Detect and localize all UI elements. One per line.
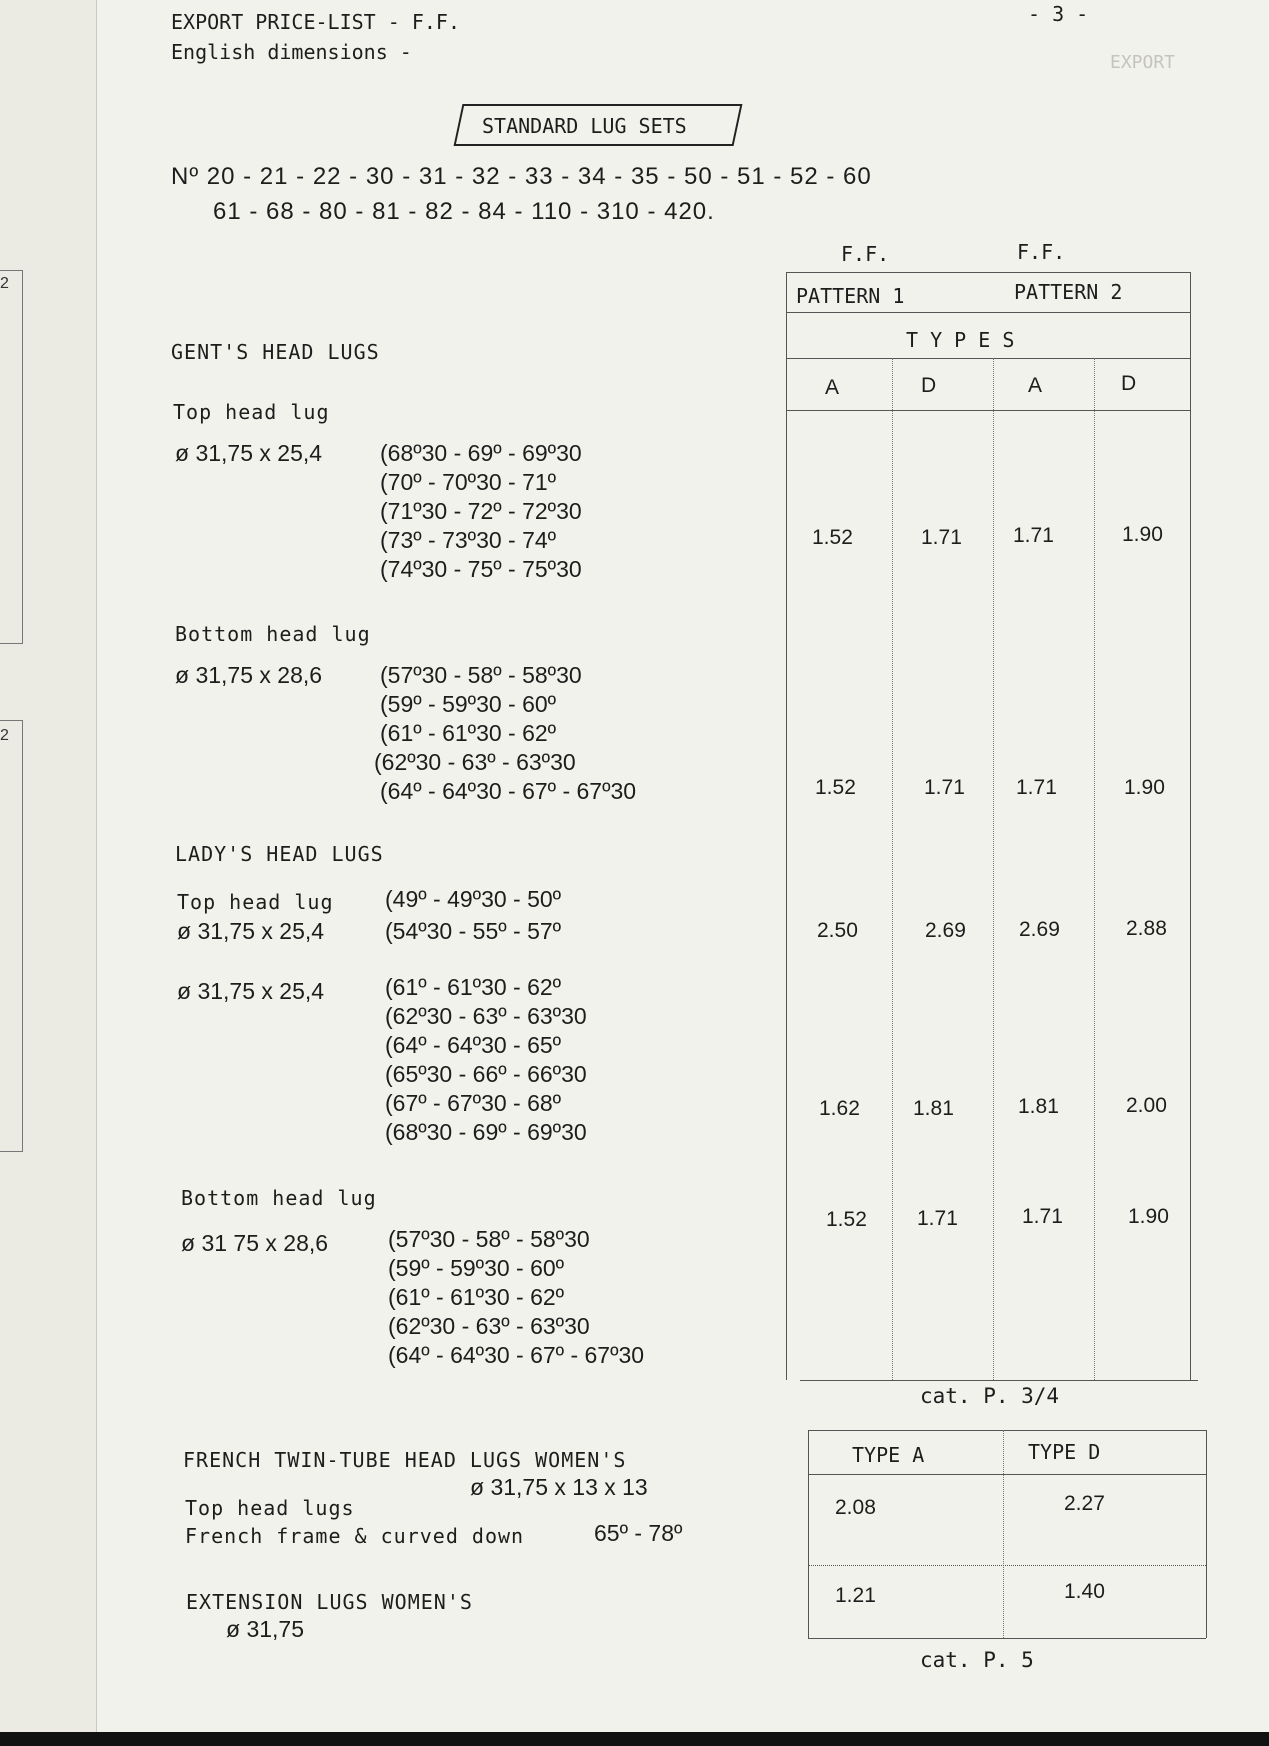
- pattern-2-label: PATTERN 2: [1014, 280, 1123, 304]
- ladys-bottom-label: Bottom head lug: [181, 1186, 377, 1210]
- angle-range: (68º30 - 69º - 69º30: [385, 1119, 587, 1145]
- price-cell: 2.69: [925, 919, 966, 942]
- angle-range: (61º - 61º30 - 62º: [388, 1284, 565, 1310]
- catalogue-reference: cat. P. 3/4: [920, 1384, 1060, 1408]
- price-cell: 1.71: [921, 526, 962, 549]
- angle-range: 65º - 78º: [594, 1520, 683, 1546]
- header-line2: English dimensions -: [171, 40, 412, 64]
- price-cell: 2.27: [1064, 1492, 1105, 1515]
- angle-range: (59º - 59º30 - 60º: [388, 1255, 565, 1281]
- bleed-through: EXPORT: [1110, 52, 1176, 73]
- types-label: T Y P E S: [906, 328, 1015, 352]
- angle-range: (57º30 - 58º - 58º30: [380, 662, 582, 688]
- angle-range: (54º30 - 55º - 57º: [385, 918, 562, 944]
- price-cell: 1.71: [1016, 776, 1057, 799]
- gents-bottom-dimension: ø 31,75 x 28,6: [175, 662, 323, 688]
- french-top-label: Top head lugs: [185, 1496, 355, 1520]
- price-cell: 2.69: [1019, 918, 1060, 941]
- angle-range: (64º - 64º30 - 67º - 67º30: [388, 1342, 645, 1368]
- price-cell: 1.21: [835, 1584, 876, 1607]
- ladys-top-label: Top head lug: [177, 890, 334, 914]
- section-heading-extension: EXTENSION LUGS WOMEN'S: [186, 1590, 473, 1614]
- price-cell: 1.52: [826, 1208, 867, 1231]
- set-numbers-line1: Nº 20 - 21 - 22 - 30 - 31 - 32 - 33 - 34 - 35 - 50 - 51 - 52 - 60: [171, 163, 872, 190]
- french-dimension: ø 31,75 x 13 x 13: [470, 1474, 648, 1500]
- gents-top-label: Top head lug: [173, 400, 330, 424]
- strip-box: [0, 720, 23, 1152]
- price-cell: 1.40: [1064, 1580, 1105, 1603]
- gents-bottom-label: Bottom head lug: [175, 622, 371, 646]
- type-a-header: TYPE A: [852, 1443, 925, 1467]
- angle-range: (74º30 - 75º - 75º30: [380, 556, 582, 582]
- angle-range: (64º - 64º30 - 67º - 67º30: [380, 778, 637, 804]
- col-header-d: D: [921, 374, 937, 397]
- price-cell: 1.71: [924, 776, 965, 799]
- angle-range: (68º30 - 69º - 69º30: [380, 440, 582, 466]
- angle-range: (62º30 - 63º - 63º30: [374, 749, 576, 775]
- price-cell: 1.71: [1022, 1205, 1063, 1228]
- ff-label-1: F.F.: [841, 242, 890, 266]
- scan-bottom-edge: [0, 1732, 1269, 1746]
- set-numbers-line2: 61 - 68 - 80 - 81 - 82 - 84 - 110 - 310 - 420.: [213, 198, 715, 225]
- angle-range: (65º30 - 66º - 66º30: [385, 1061, 587, 1087]
- angle-range: (61º - 61º30 - 62º: [385, 974, 562, 1000]
- header-line1: EXPORT PRICE-LIST - F.F.: [171, 10, 460, 34]
- price-cell: 2.88: [1126, 917, 1167, 940]
- price-cell: 2.08: [835, 1496, 876, 1519]
- section-heading-ladys: LADY'S HEAD LUGS: [175, 842, 384, 866]
- price-cell: 1.81: [1018, 1095, 1059, 1118]
- page-title: STANDARD LUG SETS: [482, 114, 687, 138]
- type-d-header: TYPE D: [1028, 1440, 1101, 1464]
- strip-number: 2: [0, 275, 9, 292]
- angle-range: (62º30 - 63º - 63º30: [385, 1003, 587, 1029]
- price-cell: 2.00: [1126, 1094, 1167, 1117]
- catalogue-reference: cat. P. 5: [920, 1648, 1034, 1672]
- ladys-top-dimension: ø 31,75 x 25,4: [177, 918, 325, 944]
- angle-range: (73º - 73º30 - 74º: [380, 527, 557, 553]
- angle-range: (57º30 - 58º - 58º30: [388, 1226, 590, 1252]
- page-number: - 3 -: [1028, 2, 1089, 26]
- col-header-d: D: [1121, 372, 1137, 395]
- angle-range: (70º - 70º30 - 71º: [380, 469, 557, 495]
- section-heading-french: FRENCH TWIN-TUBE HEAD LUGS WOMEN'S: [183, 1448, 627, 1472]
- price-cell: 1.62: [819, 1097, 860, 1120]
- price-cell: 2.50: [817, 919, 858, 942]
- angle-range: (71º30 - 72º - 72º30: [380, 498, 582, 524]
- angle-range: (59º - 59º30 - 60º: [380, 691, 557, 717]
- price-cell: 1.81: [913, 1097, 954, 1120]
- angle-range: (49º - 49º30 - 50º: [385, 886, 562, 912]
- ff-label-2: F.F.: [1017, 240, 1066, 264]
- gents-top-dimension: ø 31,75 x 25,4: [175, 440, 323, 466]
- extension-dimension: ø 31,75: [226, 1616, 304, 1642]
- strip-number: 2: [0, 727, 9, 744]
- angle-range: (67º - 67º30 - 68º: [385, 1090, 562, 1116]
- french-frame-label: French frame & curved down: [185, 1524, 525, 1548]
- price-cell: 1.71: [1013, 524, 1054, 547]
- price-cell: 1.90: [1128, 1205, 1169, 1228]
- price-cell: 1.90: [1122, 523, 1163, 546]
- ladys-bottom-dimension: ø 31 75 x 28,6: [181, 1230, 329, 1256]
- pattern-1-label: PATTERN 1: [796, 284, 905, 308]
- angle-range: (64º - 64º30 - 65º: [385, 1032, 562, 1058]
- col-header-a: A: [825, 376, 840, 399]
- angle-range: (62º30 - 63º - 63º30: [388, 1313, 590, 1339]
- price-cell: 1.90: [1124, 776, 1165, 799]
- angle-range: (61º - 61º30 - 62º: [380, 720, 557, 746]
- ladys-top-dimension: ø 31,75 x 25,4: [177, 978, 325, 1004]
- price-cell: 1.52: [812, 526, 853, 549]
- strip-box: [0, 270, 23, 644]
- price-cell: 1.52: [815, 776, 856, 799]
- col-header-a: A: [1028, 374, 1043, 397]
- price-cell: 1.71: [917, 1207, 958, 1230]
- section-heading-gents: GENT'S HEAD LUGS: [171, 340, 380, 364]
